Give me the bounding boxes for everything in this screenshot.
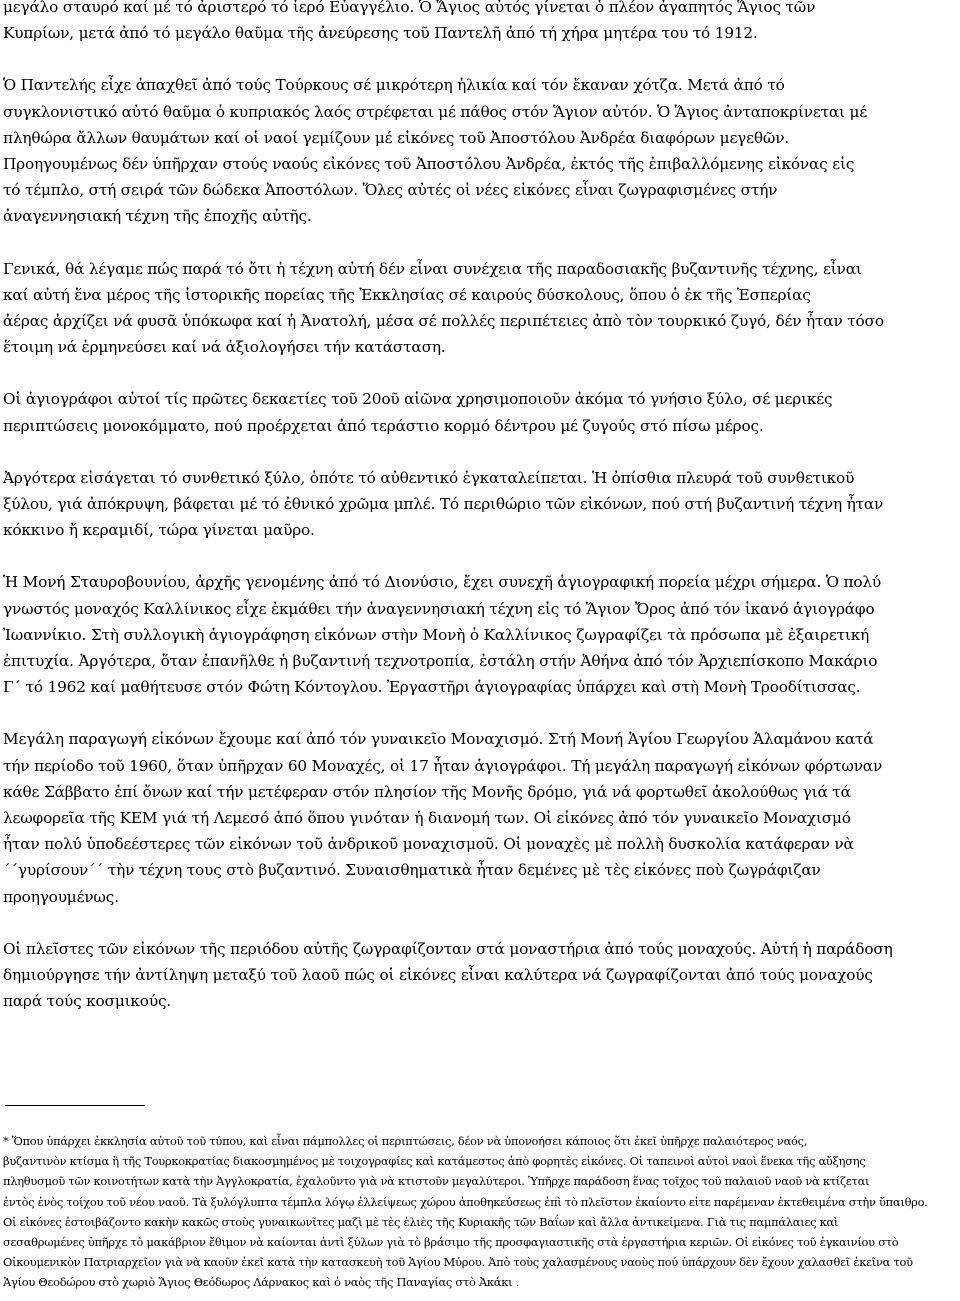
- text-line: ΄΄γυρίσουν΄΄ τὴν τέχνη τους στὸ βυζαντινό. Συναισθηματικὰ ἦταν δεμένες μὲ τὲς εἰκόνες ποὺ ζωγράφιζαν: [3, 861, 821, 880]
- text-line: ἀέρας ἀρχίζει νά φυσᾶ ὑπόκωφα καί ἡ Ἀνατολή, μέσα σέ πολλές περιπέτειες ἀπὸ τὸν τουρκικό ζυγό, δέν ἦταν τόσο: [3, 312, 884, 331]
- footnote-line: βυζαντινὸν κτίσμα ἢ τῆς Τουρκοκρατίας διακοσμημένος μὲ τοιχογραφίες καὶ κατάμεστος ἀπὸ φορητὲς εἰκόνες. Οἱ ταπεινοὶ αὐτοὶ ναοὶ ἕνεκα τῆς αὔξησης: [3, 1154, 866, 1169]
- text-line: πληθώρα ἄλλων θαυμάτων καί οἱ ναοί γεμίζουν μέ εἰκόνες τοῦ Ἀποστόλου Ἀνδρέα διαφόρων μεγεθῶν.: [3, 128, 790, 147]
- text-line: Γενικά, θά λέγαμε πώς παρά τό ὅτι ἡ τέχνη αὐτή δέν εἶναι συνέχεια τῆς παραδοσιακῆς βυζαντινῆς τέχνης, εἶναι: [3, 259, 862, 278]
- footnote-line: ἐντὸς ἑνὸς τοίχου τοῦ νέου ναοῦ. Τὰ ξυλόγλυπτα τέμπλα λόγῳ ἐλλείψεως χώρου ἀποθηκεύσεως ἐπὶ τὸ πλεῖστον ἐκαίοντο εἰτε παρέμεναν ἐκτεθειμένα στὴν ὕπαιθρο.: [3, 1194, 928, 1209]
- paragraph-ayios-andreas-miracle: [3, 0, 953, 46]
- paragraph-pantelis: [3, 72, 953, 229]
- text-line: Κυπρίων, μετά ἀπό τό μεγάλο θαῦμα τῆς ἀνεύρεσης τοῦ Παντελῆ ἀπό τή χήρα μητέρα του τό 1912.: [3, 24, 758, 43]
- text-line: ἦταν πολύ ὑποδεέστερες τῶν εἰκόνων τοῦ ἀνδρικοῦ μοναχισμοῦ. Οἱ μοναχὲς μὲ πολλὴ δυσκολία κατάφεραν νὰ: [3, 835, 854, 854]
- text-line: περιπτώσεις μονοκόμματο, πού προέρχεται ἀπό τεράστιο κορμό δέντρου μέ ζυγούς στό πίσω μέρος.: [3, 416, 764, 435]
- text-line: καί αὐτή ἕνα μέρος τῆς ἱστορικῆς πορείας τῆς Ἐκκλησίας σέ καιρούς δύσκολους, ὅπου ὁ ἐκ τῆς Ἑσπερίας: [3, 285, 811, 304]
- text-line: συγκλονιστικό αὐτό θαῦμα ὁ κυπριακός λαός στρέφεται μέ πάθος στόν Ἅγιον αὐτόν. Ὁ Ἅγιος ἀνταποκρίνεται μέ: [3, 102, 868, 121]
- text-line: προηγουμένως.: [3, 887, 119, 906]
- text-line: ξύλου, γιά ἀπόκρυψη, βάφεται μέ τό ἐθνικό χρῶμα μπλέ. Τό περιθώριο τῶν εἰκόνων, πού στή βυζαντινή τέχνη ἦταν: [3, 495, 884, 514]
- text-line: Προηγουμένως δέν ὑπῆρχαν στούς ναούς εἰκόνες τοῦ Ἀποστόλου Ἀνδρέα, ἐκτός τῆς ἐπιβαλλόμενης εἰκόνας εἰς: [3, 155, 855, 174]
- footnote-separator: [5, 1105, 145, 1106]
- paragraph-female-monasticism: [3, 726, 953, 909]
- footnote: [3, 1131, 958, 1293]
- text-line: τήν περίοδο τοῦ 1960, ὅταν ὑπῆρχαν 60 Μοναχές, οἱ 17 ἦταν ἁγιογράφοι. Τή μεγάλη παραγωγή εἰκόνων φόρτωναν: [3, 756, 883, 775]
- text-line: Οἱ ἁγιογράφοι αὐτοί τίς πρῶτες δεκαετίες τοῦ 20οῦ αἰῶνα χρησιμοποιοῦν ἀκόμα τό γνήσιο ξύλο, σέ μερικές: [3, 390, 833, 409]
- paragraph-stavrovouni: [3, 569, 953, 700]
- paragraph-iconographers-wood: [3, 386, 953, 438]
- paragraph-art-general: [3, 256, 953, 361]
- document-page: [3, 0, 953, 1015]
- paragraph-synthetic-wood: [3, 465, 953, 544]
- text-line: τό τέμπλο, στή σειρά τῶν δώδεκα Ἀποστόλων. Ὅλες αὐτές οἱ νέες εἰκόνες εἶναι ζωγραφισμένες στήν: [3, 181, 778, 200]
- text-line: παρά τούς κοσμικούς.: [3, 992, 172, 1011]
- text-line: ἐπιτυχία. Ἀργότερα, ὅταν ἐπανῆλθε ἡ βυζαντινή τεχνοτροπία, ἐστάλη στήν Ἀθήνα ἀπό τόν Ἀρχιεπίσκοπο Μακάριο: [3, 652, 878, 671]
- text-line: ἕτοιμη νά ἑρμηνεύσει καί νά ἀξιολογήσει τήν κατάσταση.: [3, 338, 446, 357]
- text-line: κάθε Σάββατο ἐπί ὄνων καί τήν μετέφεραν στόν πλησίον τῆς Μονῆς δρόμο, γιά νά φορτωθεῖ ἀκολούθως γιά τά: [3, 782, 851, 801]
- text-line: Οἱ πλεῖστες τῶν εἰκόνων τῆς περιόδου αὐτῆς ζωγραφίζονταν στά μοναστήρια ἀπό τούς μοναχούς. Αὐτή ἡ παράδοση: [3, 939, 893, 958]
- text-line: Ὁ Παντελής εἶχε ἀπαχθεῖ ἀπό τούς Τούρκους σέ μικρότερη ἡλικία καί τόν ἔκαναν χότζα. Μετά ἀπό τό: [3, 76, 785, 95]
- text-line: ἀναγεννησιακή τέχνη τῆς ἐποχῆς αὐτῆς.: [3, 207, 312, 226]
- text-line: Γ΄ τό 1962 καί μαθήτευσε στόν Φώτη Κόντογλου. Ἐργαστῆρι ἁγιογραφίας ὑπάρχει καὶ στὴ Μονὴ Τροοδίτισσας.: [3, 678, 861, 697]
- footnote-line: * Ὅπου ὑπάρχει ἐκκλησία αὐτοῦ τοῦ τύπου, καὶ εἶναι πάμπολλες οἱ περιπτώσεις, δέον νὰ ὑπονοήσει κάποιος ὅτι ἐκεῖ ὑπῆρχε παλαιότερος ναός,: [3, 1134, 808, 1148]
- text-line: Μεγάλη παραγωγή εἰκόνων ἔχουμε καί ἀπό τόν γυναικεῖο Μοναχισμό. Στή Μονή Ἁγίου Γεωργίου Ἀλαμάνου κατά: [3, 730, 874, 749]
- text-line: λεωφορεῖα τῆς ΚΕΜ γιά τή Λεμεσό ἀπό ὅπου γινόταν ἡ διανομή των. Οἱ εἰκόνες ἀπό τόν γυναικεῖο Μοναχισμό: [3, 809, 851, 828]
- text-line: γνωστός μοναχός Καλλίνικος εἶχε ἐκμάθει τήν ἀναγεννησιακή τέχνη εἰς τό Ἅγιον Ὄρος ἀπό τόν ἱκανό ἁγιογράφο: [3, 599, 875, 618]
- text-line: Ἀργότερα εἰσάγεται τό συνθετικό ξύλο, ὁπότε τό αὐθεντικό ἐγκαταλείπεται. Ἡ ὀπίσθια πλευρά τοῦ συνθετικοῦ: [3, 468, 855, 487]
- footnote-line: Οἱ εἰκόνες ἐστοιβάζοντο κακὴν κακῶς στοὺς γυναικωνῖτες μαζὶ μὲ τὲς ἐλιὲς τῆς Κυριακῆς τῶν Βαΐων καὶ ἄλλα ἀντικείμενα. Γιὰ τις παμπάλαιες καὶ: [3, 1214, 839, 1229]
- text-line: Ἰωαννίκιο. Στὴ συλλογικὴ ἁγιογράφηση εἰκόνων στὴν Μονὴ ὁ Καλλίνικος ζωγραφίζει τὰ πρόσωπα μὲ ἐξαιρετική: [3, 625, 870, 644]
- paragraph-monastery-tradition: [3, 936, 953, 1015]
- footnote-line: σεσαθρωμένες ὑπῆρχε τὸ μακάβριον ἔθιμον νὰ καίονται ἀντὶ ξύλων γιὰ τὸ βράσιμο τῆς προσφαγιαστικῆς στὰ ἐργαστήρια κεριῶν. Οἱ εἰκόνες τοῦ ἐγκαινίου στὸ: [3, 1235, 899, 1250]
- footnote-line: πληθυσμοῦ τῶν κοινοτήτων κατὰ τὴν Ἀγγλοκρατία, ἐχαλοῦντο γιὰ νὰ κτιστοῦν μεγαλύτεροι. Ὑπῆρχε παράδοση ἕνας τοῖχος τοῦ παλαιοῦ ναοῦ νὰ κτίζεται: [3, 1174, 870, 1189]
- text-line: μεγάλο σταυρό καί μέ τό ἀριστερό τό ἱερό Εὐαγγέλιο. Ὁ Ἅγιος αὐτός γίνεται ὁ πλέον ἀγαπητός Ἅγιος τῶν: [3, 0, 816, 16]
- footnote-line: Ἁγίου Θεοδώρου στὸ χωριὸ Ἅγιος Θεόδωρος Λάρνακος καὶ ὁ ναὸς τῆς Παναγίας στὸ Ἀκάκι .: [3, 1275, 520, 1290]
- footnote-line: Οἰκουμενικὸν Πατριαρχεῖον γιὰ νὰ καοῦν ἐκεῖ κατὰ τὴν κατασκευὴ τοῦ Ἁγίου Μύρου. Ἀπὸ τοὺς χαλασμένους ναοὺς πού ὑπάρχουν δὲν ἔχουν χαλασθεῖ ἐκεῖνα τοῦ: [3, 1255, 913, 1270]
- text-line: κόκκινο ἤ κεραμιδί, τώρα γίνεται μαῦρο.: [3, 521, 315, 540]
- text-line: Ἡ Μονή Σταυροβουνίου, ἀρχῆς γενομένης ἀπό τό Διονύσιο, ἔχει συνεχῆ ἁγιογραφική πορεία μέχρι σήμερα. Ὁ πολύ: [3, 573, 881, 592]
- text-line: δημιούργησε τήν ἀντίληψη μεταξύ τοῦ λαοῦ πώς οἱ εἰκόνες εἶναι καλύτερα νά ζωγραφίζονται ἀπό τούς μοναχούς: [3, 966, 873, 985]
